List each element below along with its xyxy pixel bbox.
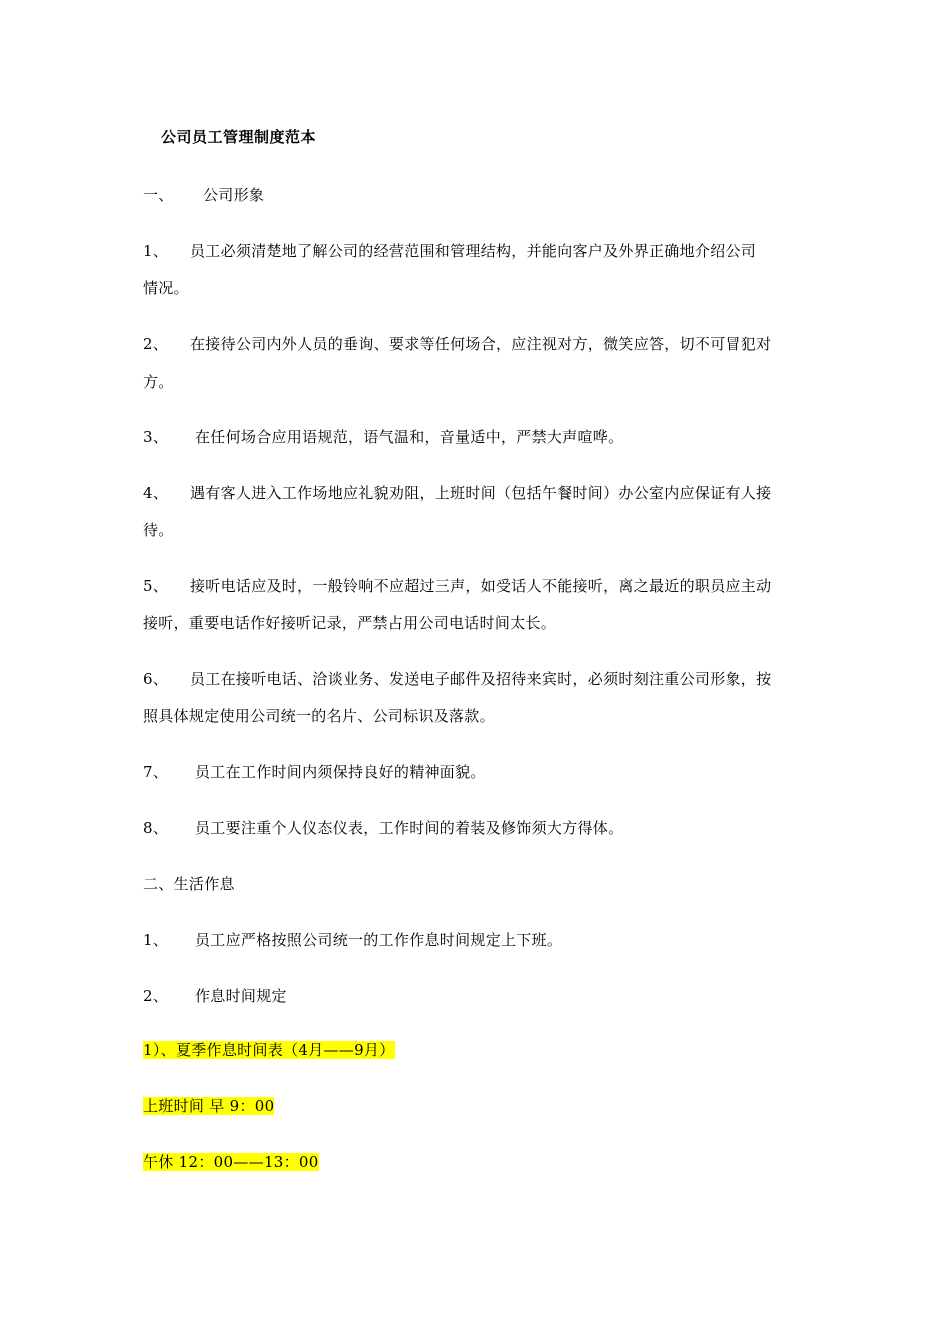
item-number: 2、 (143, 335, 169, 353)
item-text: 接听电话应及时，一般铃响不应超过三声，如受话人不能接听，离之最近的职员应主动 (190, 577, 772, 595)
highlighted-line (143, 1151, 319, 1172)
list-item (143, 240, 756, 261)
item-number: 6、 (143, 670, 169, 688)
list-item (143, 761, 486, 782)
item-number: 1、 (143, 242, 169, 260)
item-text: 员工必须清楚地了解公司的经营范围和管理结构，并能向客户及外界正确地介绍公司 (190, 242, 757, 260)
list-item (143, 817, 623, 838)
highlight-text: 午休 12：00——13：00 (143, 1153, 319, 1171)
list-item (143, 985, 287, 1006)
list-item (143, 668, 771, 689)
section-2-heading: 二、生活作息 (143, 875, 235, 893)
item-number: 7、 (143, 763, 169, 781)
highlight-text: 上班时间 早 9：00 (143, 1097, 275, 1115)
item-continuation: 照具体规定使用公司统一的名片、公司标识及落款。 (143, 707, 495, 725)
list-item (143, 426, 623, 447)
item-continuation: 待。 (143, 521, 174, 539)
highlighted-line (143, 1039, 395, 1060)
item-number: 4、 (143, 484, 169, 502)
section-1-heading (143, 184, 264, 205)
item-text: 员工要注重个人仪态仪表，工作时间的着装及修饰须大方得体。 (195, 819, 624, 837)
item-text: 员工在工作时间内须保持良好的精神面貌。 (195, 763, 486, 781)
item-number: 3、 (143, 428, 169, 446)
item-continuation: 情况。 (143, 279, 189, 297)
item-text: 作息时间规定 (195, 987, 287, 1005)
item-text: 遇有客人进入工作场地应礼貌劝阻，上班时间（包括午餐时间）办公室内应保证有人接 (190, 484, 772, 502)
item-number: 5、 (143, 577, 169, 595)
section-1-title: 公司形象 (203, 186, 265, 204)
highlighted-line (143, 1095, 274, 1116)
highlight-text: 1）、夏季作息时间表（4月——9月） (143, 1041, 395, 1059)
item-continuation: 方。 (143, 373, 174, 391)
item-number: 1、 (143, 931, 169, 949)
list-item (143, 333, 771, 354)
list-item (143, 482, 771, 503)
item-number: 2、 (143, 987, 169, 1005)
list-item (143, 575, 771, 596)
item-text: 员工在接听电话、洽谈业务、发送电子邮件及招待来宾时，必须时刻注重公司形象，按 (190, 670, 772, 688)
item-text: 在任何场合应用语规范，语气温和，音量适中，严禁大声喧哗。 (195, 428, 624, 446)
document-title: 公司员工管理制度范本 (161, 128, 317, 146)
item-text: 员工应严格按照公司统一的工作作息时间规定上下班。 (195, 931, 563, 949)
list-item (143, 929, 562, 950)
item-text: 在接待公司内外人员的垂询、要求等任何场合，应注视对方，微笑应答，切不可冒犯对 (190, 335, 772, 353)
section-1-number: 一、 (143, 186, 174, 204)
item-number: 8、 (143, 819, 169, 837)
item-continuation: 接听，重要电话作好接听记录，严禁占用公司电话时间太长。 (143, 614, 557, 632)
